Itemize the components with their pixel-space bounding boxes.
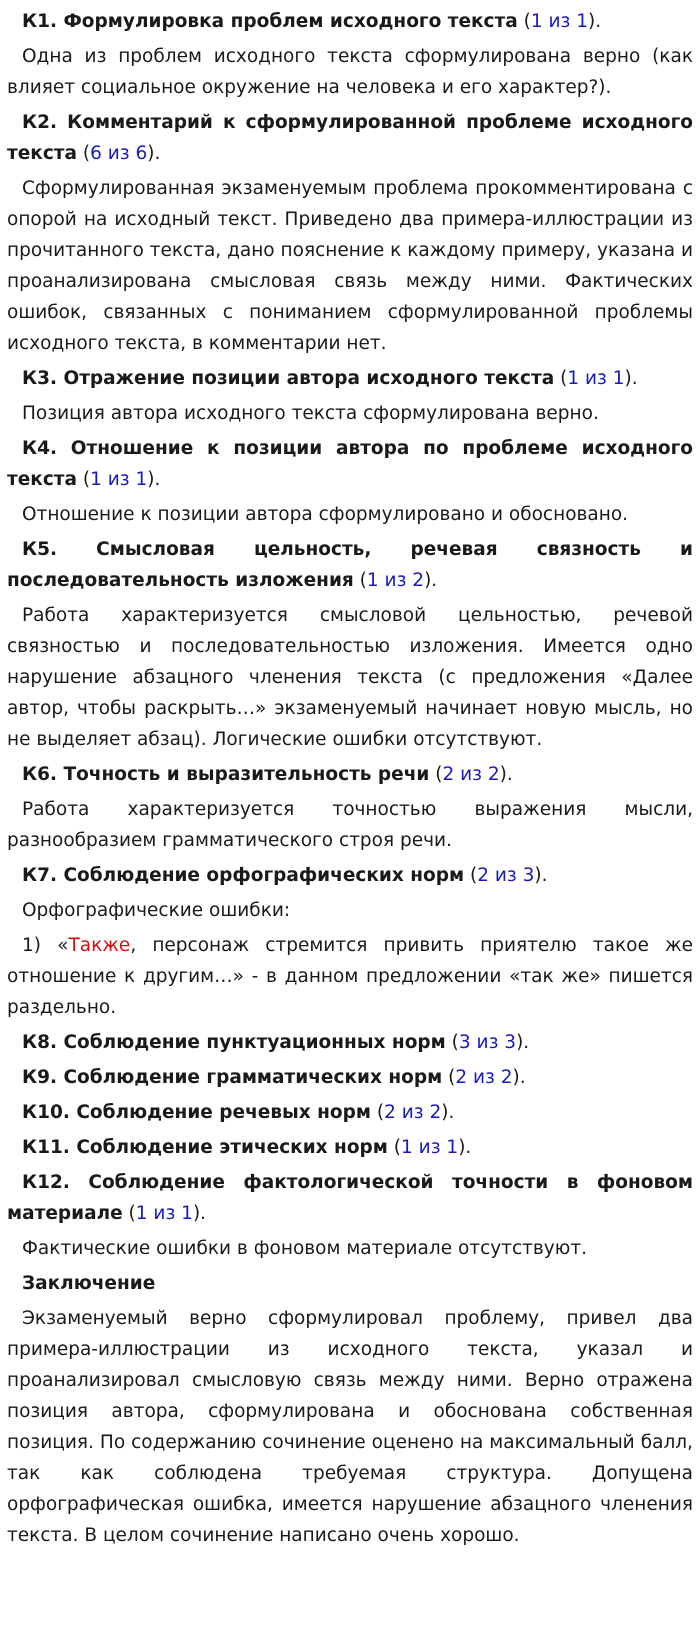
criterion-title: К6. Точность и выразительность речи: [22, 764, 430, 785]
conclusion-heading: [7, 1268, 693, 1299]
criterion-title: К4. Отношение к позиции автора по проблеме исходного текста: [7, 438, 693, 490]
criterion-score: 1 из 1: [135, 1203, 193, 1224]
criterion-k6-body: Работа характеризуется точностью выражения мысли, разнообразием грамматического строя речи.: [7, 799, 693, 851]
criterion-k4-body: Отношение к позиции автора сформулировано и обосновано.: [22, 504, 629, 525]
criterion-title: К11. Соблюдение этических норм: [22, 1137, 388, 1158]
criterion-title: К7. Соблюдение орфографических норм: [22, 865, 465, 886]
criterion-k2-body: Сформулированная экзаменуемым проблема прокомментирована с опорой на исходный текст. Приведено два примера-иллюстрации из прочитанного текста, дано пояснение к каждому примеру, указана и проанализирована смысловая связь между ними. Фактических ошибок, связанных с пониманием сформулированной проблемы исходного текста, в комментарии нет.: [7, 178, 693, 354]
criterion-k3-body: Позиция автора исходного текста сформулирована верно.: [22, 403, 599, 424]
criterion-score: 2 из 2: [442, 764, 500, 785]
criterion-k5-heading: К5. Смысловая цельность, речевая связность и последовательность изложения (1 из 2).: [7, 539, 693, 591]
criterion-k12-heading: К12. Соблюдение фактологической точности в фоновом материале (1 из 1).: [7, 1172, 693, 1224]
criterion-k2-heading: К2. Комментарий к сформулированной проблеме исходного текста (6 из 6).: [7, 112, 693, 164]
criterion-k3-heading: К3. Отражение позиции автора исходного текста (1 из 1).: [22, 368, 638, 389]
criterion-k1-heading: К1. Формулировка проблем исходного текста (1 из 1).: [22, 11, 602, 32]
criterion-title: К2. Комментарий к сформулированной проблеме исходного текста: [7, 112, 693, 164]
criterion-title: К12. Соблюдение фактологической точности в фоновом материале: [7, 1172, 693, 1224]
error-explanation: , персонаж стремится привить приятелю такое же отношение к другим…» - в данном предложении «так же» пишется раздельно.: [7, 935, 694, 1018]
criterion-score: 6 из 6: [90, 143, 148, 164]
criterion-title: К8. Соблюдение пунктуационных норм: [22, 1032, 446, 1053]
conclusion-body: Экзаменуемый верно сформулировал проблему, привел два примера-иллюстрации из исходного текста, указал и проанализировал смысловую связь между ними. Верно отражена позиция автора, сформулирована и обоснована собственная позиция. По содержанию сочинение оценено на максимальный балл, так как соблюдена требуемая структура. Допущена орфографическая ошибка, имеется нарушение абзацного членения текста. В целом сочинение написано очень хорошо.: [7, 1308, 693, 1546]
criterion-k9-heading: К9. Соблюдение грамматических норм (2 из 2).: [22, 1067, 526, 1088]
error-word: Также: [68, 935, 131, 956]
criterion-title: К9. Соблюдение грамматических норм: [22, 1067, 443, 1088]
criterion-k10-heading: К10. Соблюдение речевых норм (2 из 2).: [22, 1102, 455, 1123]
criterion-k4-heading: К4. Отношение к позиции автора по проблеме исходного текста (1 из 1).: [7, 438, 693, 490]
criterion-score: 1 из 1: [90, 469, 148, 490]
criterion-score: 1 из 1: [567, 368, 625, 389]
spelling-error-item: [7, 930, 693, 1023]
criterion-k6-heading: К6. Точность и выразительность речи (2 из 2).: [22, 764, 513, 785]
criterion-k11-heading: К11. Соблюдение этических норм (1 из 1).: [22, 1137, 472, 1158]
criterion-k8-heading: К8. Соблюдение пунктуационных норм (3 из 3).: [22, 1032, 530, 1053]
criterion-score: 2 из 3: [477, 865, 535, 886]
criterion-score: 1 из 2: [366, 570, 425, 591]
criterion-title: К10. Соблюдение речевых норм: [22, 1102, 371, 1123]
criterion-title: К5. Смысловая цельность, речевая связность и последовательность изложения: [7, 539, 693, 591]
criterion-k7-body: Орфографические ошибки:: [22, 900, 291, 921]
criterion-score: 1 из 1: [530, 11, 589, 32]
criterion-k7-heading: К7. Соблюдение орфографических норм (2 из 3).: [22, 865, 548, 886]
criterion-title: К1. Формулировка проблем исходного текста: [22, 11, 518, 32]
criterion-score: 2 из 2: [384, 1102, 442, 1123]
error-prefix: 1) «: [22, 935, 69, 956]
criterion-k12-body: Фактические ошибки в фоновом материале отсутствуют.: [22, 1238, 587, 1259]
criterion-score: 3 из 3: [458, 1032, 517, 1053]
criterion-k1-body: Одна из проблем исходного текста сформулирована верно (как влияет социальное окружение на человека и его характер?).: [7, 46, 693, 98]
criterion-score: 1 из 1: [401, 1137, 459, 1158]
criterion-title: К3. Отражение позиции автора исходного текста: [22, 368, 555, 389]
criterion-k5-body: Работа характеризуется смысловой цельностью, речевой связностью и последовательностью изложения. Имеется одно нарушение абзацного членения текста (с предложения «Далее автор, чтобы раскрыть…» экзаменуемый начинает новую мысль, но не выделяет абзац). Логические ошибки отсутствуют.: [7, 605, 693, 750]
conclusion-title: Заключение: [22, 1273, 156, 1294]
criterion-score: 2 из 2: [455, 1067, 513, 1088]
